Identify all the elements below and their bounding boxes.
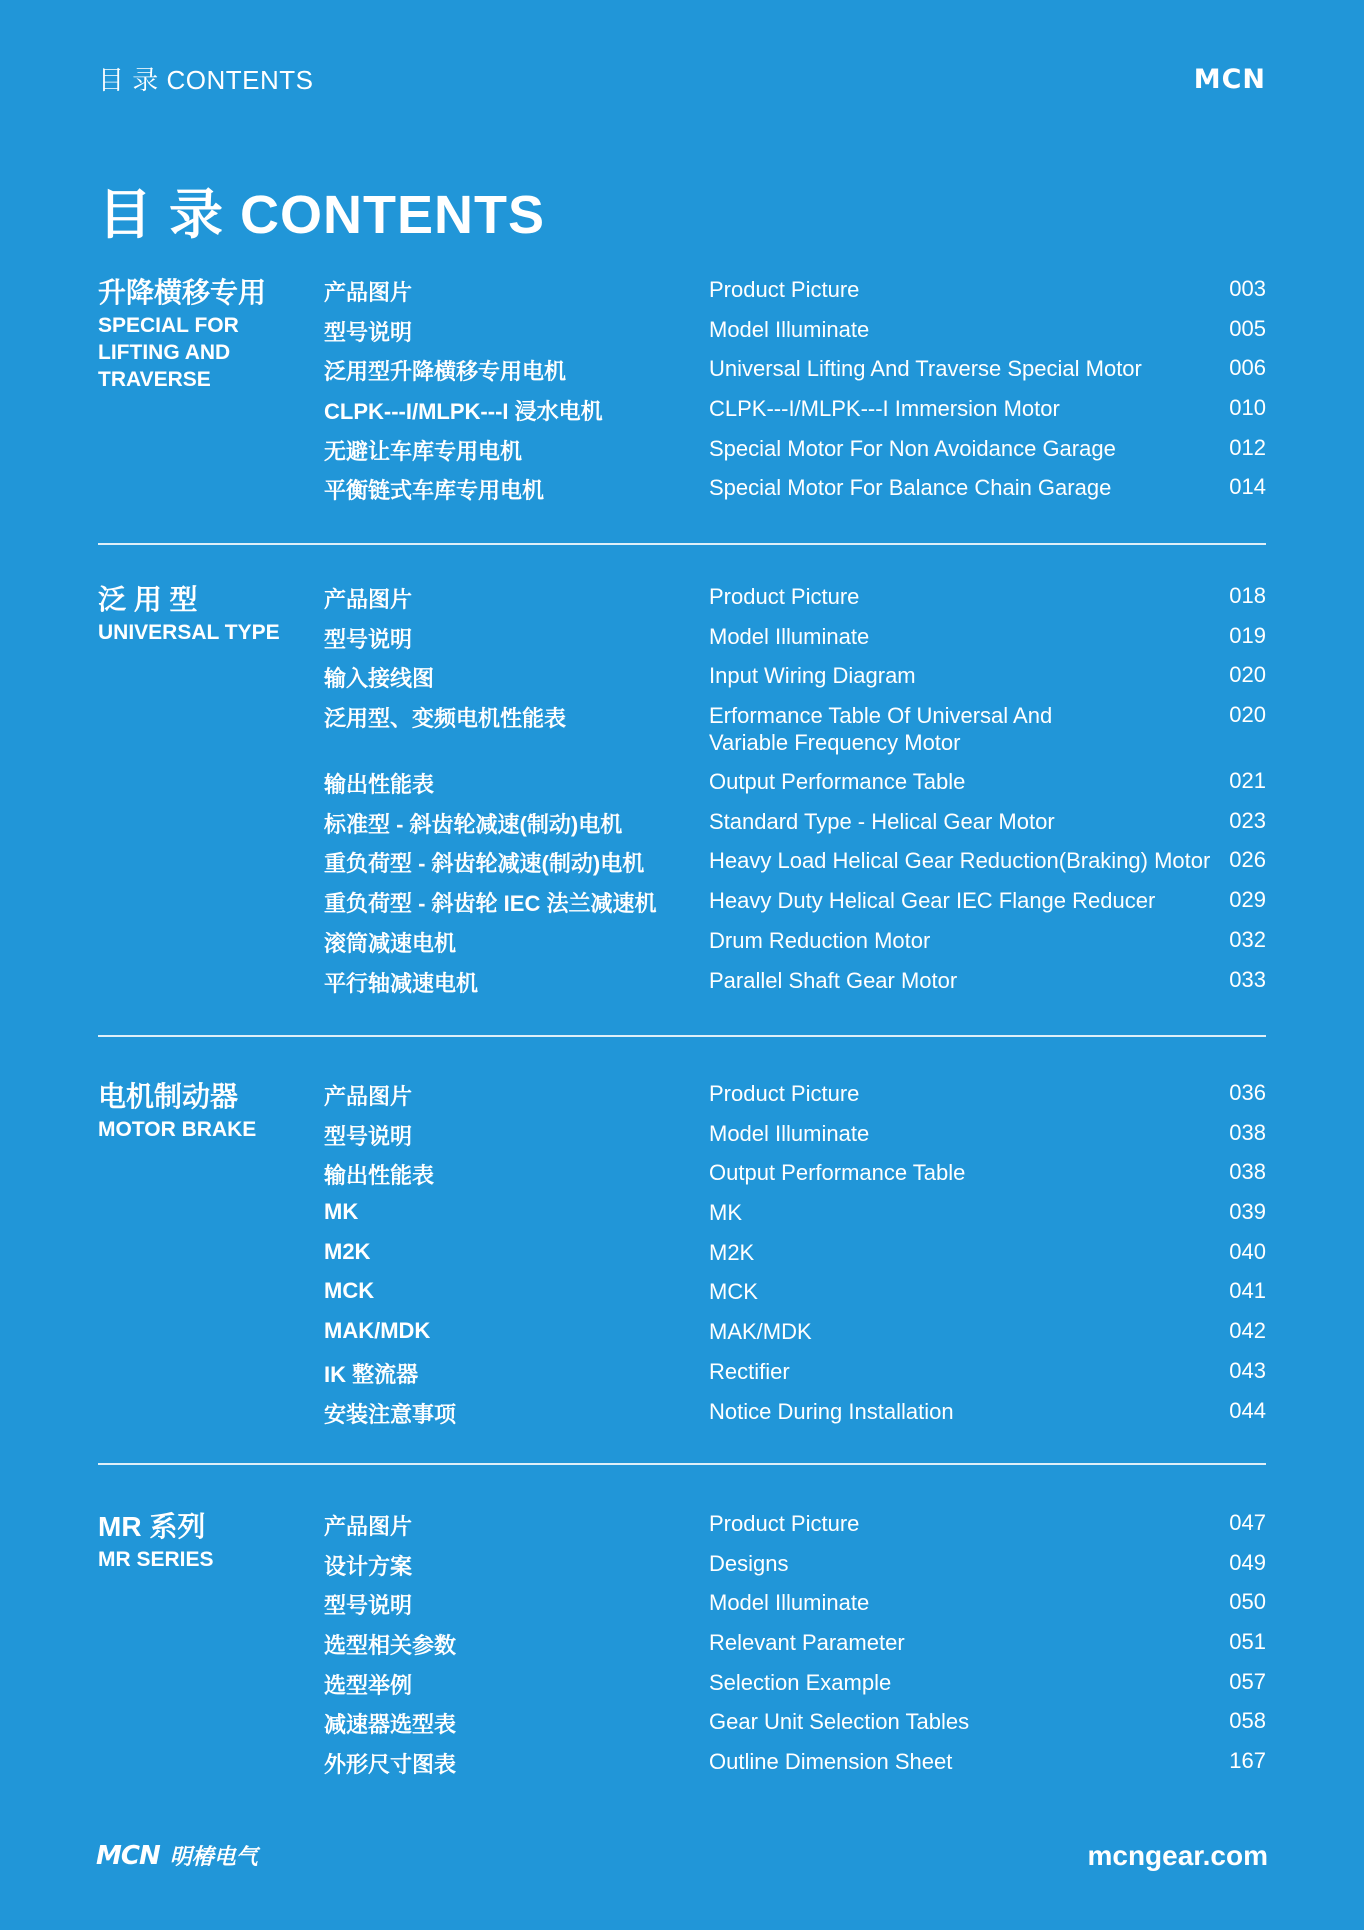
toc-entry[interactable]	[324, 1550, 1266, 1590]
toc-entry[interactable]	[324, 474, 1266, 514]
entry-zh: 型号说明	[324, 1123, 413, 1149]
toc-entry[interactable]	[324, 1589, 1266, 1629]
toc-entry[interactable]	[324, 316, 1266, 356]
toc-entry[interactable]	[324, 768, 1266, 808]
entry-en: Notice During Installation	[709, 1398, 954, 1424]
toc-entry[interactable]	[324, 435, 1266, 475]
website-url[interactable]: mcngear.com	[1087, 1840, 1268, 1871]
entry-page: 023	[1229, 807, 1266, 833]
section-divider	[98, 1463, 1266, 1465]
entry-zh: 重负荷型 - 斜齿轮 IEC 法兰减速机	[324, 891, 657, 917]
toc-entry[interactable]	[324, 623, 1266, 663]
toc-entry[interactable]	[324, 847, 1266, 887]
toc-entry[interactable]	[324, 276, 1266, 316]
entry-en: Product Picture	[709, 1511, 860, 1536]
section-title	[98, 1080, 308, 1143]
entry-en: Special Motor For Balance Chain Garage	[709, 475, 1112, 501]
entry-page: 019	[1229, 622, 1266, 648]
entry-en: MAK/MDK	[709, 1319, 812, 1345]
entry-zh: 泛用型升降横移专用电机	[324, 359, 567, 385]
section-title-zh: 泛 用 型	[98, 584, 198, 615]
toc-entry[interactable]	[324, 1358, 1266, 1398]
toc-entry[interactable]	[324, 1120, 1266, 1160]
entry-page: 057	[1229, 1668, 1266, 1694]
toc-entry[interactable]	[324, 887, 1266, 927]
entry-page: 026	[1229, 847, 1266, 873]
entry-en: M2K	[709, 1239, 755, 1265]
entry-page: 043	[1229, 1357, 1266, 1383]
entry-zh: 产品图片	[324, 1514, 413, 1539]
toc-entry[interactable]	[324, 1510, 1266, 1550]
entry-zh: IK 整流器	[324, 1361, 419, 1387]
entry-page: 038	[1229, 1119, 1266, 1145]
entry-en: Universal Lifting And Traverse Special Motor	[709, 356, 1142, 382]
entry-en: Product Picture	[709, 584, 860, 609]
entry-zh: 安装注意事项	[324, 1401, 457, 1427]
section-title-en	[98, 312, 308, 393]
entry-page: 058	[1229, 1708, 1266, 1734]
section-divider	[98, 543, 1266, 545]
entry-page: 167	[1229, 1748, 1266, 1774]
toc-entry[interactable]	[324, 1748, 1266, 1788]
entry-en: Gear Unit Selection Tables	[709, 1709, 970, 1735]
entry-zh: 型号说明	[324, 1593, 413, 1619]
entry-en: Input Wiring Diagram	[709, 663, 916, 689]
entry-en: Special Motor For Non Avoidance Garage	[709, 435, 1116, 461]
entry-en: Model Illuminate	[709, 1590, 870, 1616]
section-title-en-line: MOTOR BRAKE	[98, 1118, 257, 1141]
toc-entry[interactable]	[324, 967, 1266, 1007]
entry-page: 047	[1229, 1510, 1266, 1535]
entry-en: Product Picture	[709, 1081, 860, 1106]
entry-zh: 外形尺寸图表	[324, 1752, 457, 1778]
entry-page: 038	[1229, 1159, 1266, 1185]
entry-zh: 减速器选型表	[324, 1712, 457, 1738]
entry-en: Outline Dimension Sheet	[709, 1749, 953, 1775]
toc-list	[324, 1080, 1266, 1437]
entry-en: Output Performance Table	[709, 1160, 966, 1186]
entry-zh: 产品图片	[324, 587, 413, 612]
entry-zh: MAK/MDK	[324, 1318, 431, 1344]
toc-entry[interactable]	[324, 1629, 1266, 1669]
toc-entry[interactable]	[324, 1708, 1266, 1748]
entry-zh: CLPK---I/MLPK---I 浸水电机	[324, 399, 603, 425]
toc-entry[interactable]	[324, 662, 1266, 702]
entry-en: Standard Type - Helical Gear Motor	[709, 808, 1055, 834]
entry-zh: 选型相关参数	[324, 1633, 457, 1659]
company-name-zh: 明椿电气	[169, 1844, 258, 1869]
toc-entry[interactable]	[324, 1239, 1266, 1279]
entry-en: Rectifier	[709, 1358, 790, 1384]
entry-en: Model Illuminate	[709, 316, 870, 342]
toc-entry[interactable]	[324, 1318, 1266, 1358]
section-title-zh: MR 系列	[98, 1511, 206, 1542]
section-title-en	[98, 1546, 308, 1573]
entry-zh: 重负荷型 - 斜齿轮减速(制动)电机	[324, 851, 645, 877]
entry-en: Relevant Parameter	[709, 1630, 905, 1656]
entry-zh: 无避让车库专用电机	[324, 438, 523, 464]
entry-zh: 输入接线图	[324, 666, 435, 692]
toc-entry[interactable]	[324, 395, 1266, 435]
toc-entry[interactable]	[324, 583, 1266, 623]
entry-zh: 标准型 - 斜齿轮减速(制动)电机	[324, 811, 623, 837]
section-divider	[98, 1035, 1266, 1037]
entry-en: Model Illuminate	[709, 1120, 870, 1146]
toc-entry[interactable]	[324, 1669, 1266, 1709]
section-title-en-line: LIFTING AND	[98, 341, 231, 364]
entry-zh: 选型举例	[324, 1672, 413, 1698]
section-title-zh: 电机制动器	[98, 1081, 239, 1112]
entry-en: CLPK---I/MLPK---I Immersion Motor	[709, 396, 1060, 422]
toc-list	[324, 276, 1266, 514]
entry-page: 020	[1229, 702, 1266, 728]
entry-en: MK	[709, 1200, 742, 1226]
entry-page: 033	[1229, 966, 1266, 992]
footer-logo	[96, 1840, 258, 1871]
entry-page: 021	[1229, 768, 1266, 794]
entry-zh: 平衡链式车库专用电机	[324, 478, 545, 504]
entry-page: 005	[1229, 315, 1266, 341]
toc-entry[interactable]	[324, 1398, 1266, 1438]
entry-page: 020	[1229, 662, 1266, 688]
toc-list	[324, 1510, 1266, 1788]
entry-en: Designs	[709, 1550, 789, 1576]
toc-entry[interactable]	[324, 808, 1266, 848]
entry-page: 036	[1229, 1080, 1266, 1105]
entry-page: 010	[1229, 395, 1266, 421]
toc-list	[324, 583, 1266, 1006]
entry-en: Drum Reduction Motor	[709, 927, 931, 953]
entry-zh: 型号说明	[324, 319, 413, 345]
entry-zh: MK	[324, 1199, 359, 1225]
entry-en: Output Performance Table	[709, 769, 966, 795]
toc-entry[interactable]	[324, 702, 1266, 768]
entry-zh: 泛用型、变频电机性能表	[324, 706, 567, 732]
entry-zh: 输出性能表	[324, 1163, 435, 1189]
toc-entry[interactable]	[324, 1159, 1266, 1199]
entry-page: 049	[1229, 1549, 1266, 1575]
brand-logo: MCN	[1193, 64, 1266, 95]
entry-page: 050	[1229, 1589, 1266, 1615]
entry-en: Erformance Table Of Universal And Variable Frequency Motor	[709, 703, 1053, 756]
section-title-en-line: TRAVERSE	[98, 368, 211, 391]
entry-en: Product Picture	[709, 277, 860, 302]
entry-zh: 设计方案	[324, 1553, 413, 1579]
entry-page: 014	[1229, 474, 1266, 500]
entry-page: 044	[1229, 1397, 1266, 1423]
toc-entry[interactable]	[324, 1278, 1266, 1318]
entry-en: Selection Example	[709, 1669, 892, 1695]
entry-page: 032	[1229, 926, 1266, 952]
section-title-en	[98, 1116, 308, 1143]
toc-entry[interactable]	[324, 1199, 1266, 1239]
section-title	[98, 276, 308, 393]
toc-entry[interactable]	[324, 927, 1266, 967]
header-label: 目 录 CONTENTS	[98, 65, 314, 95]
entry-zh: 产品图片	[324, 1084, 413, 1109]
entry-page: 006	[1229, 355, 1266, 381]
entry-page: 042	[1229, 1318, 1266, 1344]
entry-page: 012	[1229, 434, 1266, 460]
entry-en: Parallel Shaft Gear Motor	[709, 967, 958, 993]
entry-zh: 输出性能表	[324, 772, 435, 798]
entry-page: 018	[1229, 583, 1266, 608]
entry-en: Heavy Duty Helical Gear IEC Flange Reducer	[709, 888, 1156, 914]
toc-entry[interactable]	[324, 1080, 1266, 1120]
entry-en: MCK	[709, 1279, 758, 1305]
entry-page: 029	[1229, 887, 1266, 913]
section-title-en-line: SPECIAL FOR	[98, 314, 239, 337]
entry-zh: 产品图片	[324, 280, 413, 305]
entry-zh: 型号说明	[324, 626, 413, 652]
section-title-en	[98, 619, 308, 646]
entry-zh: 平行轴减速电机	[324, 970, 479, 996]
entry-page: 041	[1229, 1278, 1266, 1304]
entry-zh: 滚筒减速电机	[324, 930, 457, 956]
entry-page: 040	[1229, 1238, 1266, 1264]
entry-page: 003	[1229, 276, 1266, 301]
entry-en: Model Illuminate	[709, 623, 870, 649]
section-title-en-line: UNIVERSAL TYPE	[98, 621, 280, 644]
section-title-zh: 升降横移专用	[98, 277, 267, 308]
section-title-en-line: MR SERIES	[98, 1548, 214, 1571]
entry-page: 039	[1229, 1199, 1266, 1225]
toc-entry[interactable]	[324, 355, 1266, 395]
entry-en: Heavy Load Helical Gear Reduction(Braking) Motor	[709, 848, 1211, 874]
page-title: 目 录 CONTENTS	[98, 185, 546, 245]
mcn-logo-mark: MCN	[96, 1840, 160, 1871]
entry-zh: MCK	[324, 1278, 375, 1304]
entry-page: 051	[1229, 1629, 1266, 1655]
section-title	[98, 1510, 308, 1573]
section-title	[98, 583, 308, 646]
entry-zh: M2K	[324, 1238, 371, 1264]
